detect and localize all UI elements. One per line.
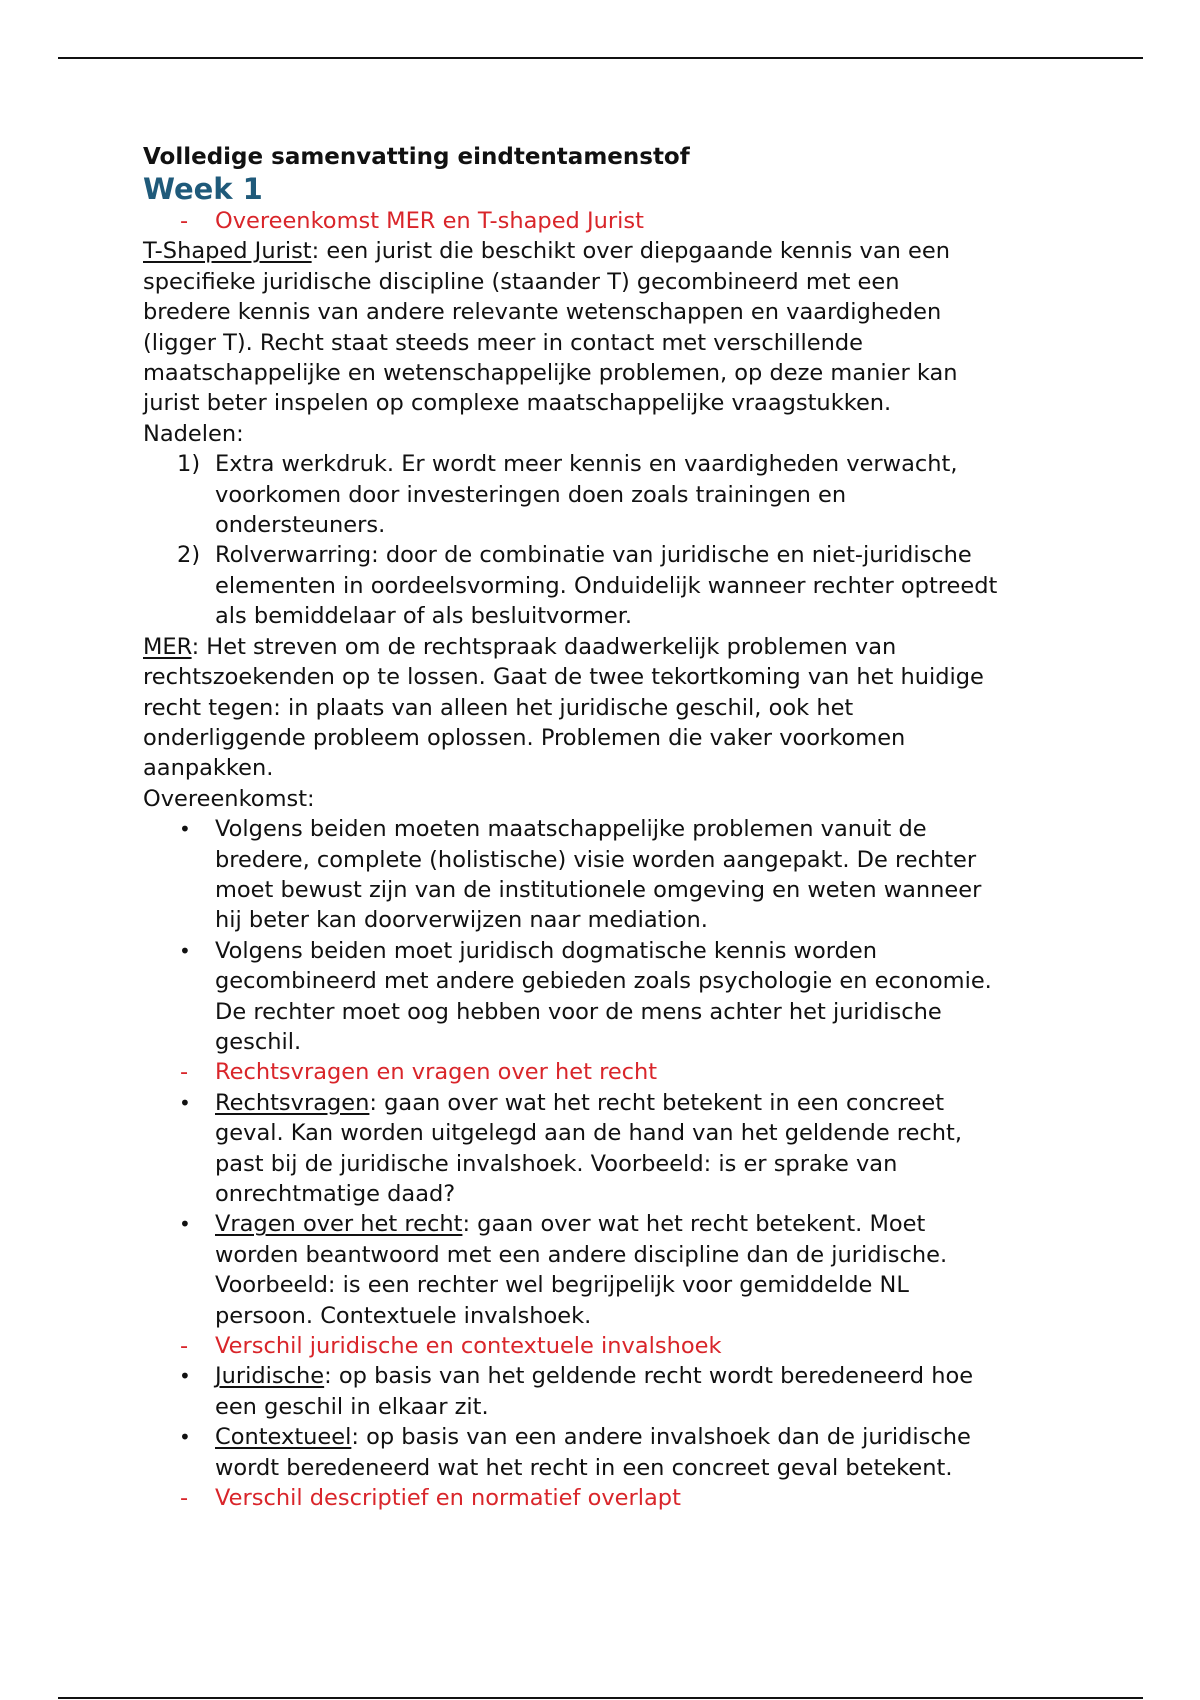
term-vragen-over-recht: Vragen over het recht — [215, 1211, 463, 1238]
dash-marker: - — [180, 1059, 189, 1086]
bullet-marker: • — [179, 817, 191, 842]
bullet-marker: • — [179, 1212, 191, 1237]
dash-marker: - — [180, 208, 189, 234]
section-heading-descriptief — [143, 1483, 1083, 1513]
list-number: 2) — [177, 542, 201, 569]
list-item-overeenkomst-2: • Volgens beiden moet juridisch dogmatische kennis worden gecombineerd met andere gebieden zoals psychologie en economie. De rechter moet oog hebben voor de mens achter het juridische geschil. — [179, 937, 992, 1055]
week-heading: Week 1 — [143, 172, 263, 206]
section-heading-text: Verschil juridische en contextuele invalshoek — [215, 1333, 722, 1360]
list-item-contextueel: • Contextueel: op basis van een andere invalshoek dan de juridische wordt beredeneerd wat het recht in een concreet geval betekent. — [179, 1424, 971, 1481]
list-number: 1) — [177, 451, 201, 478]
term-contextueel: Contextueel — [215, 1424, 352, 1451]
tshaped-definition: T-Shaped Jurist: een jurist die beschikt over diepgaande kennis van een specifieke juridische discipline (staander T) gecombineerd met een bredere kennis van andere relevante wetenschappen en vaardigheden (ligger T). Recht staat steeds meer in contact met verschillende maatschappelijke en wetenschappelijke problemen, op deze manier kan jurist beter inspelen op complexe maatschappelijke vraagstukken. — [143, 238, 958, 417]
document-body — [143, 142, 1083, 1513]
dash-marker: - — [180, 1333, 189, 1360]
bullet-marker: • — [179, 938, 191, 963]
section-heading-rechtsvragen — [143, 1057, 1083, 1087]
list-item-rechtsvragen: • Rechtsvragen: gaan over wat het recht betekent in een concreet geval. Kan worden uitgelegd aan de hand van het geldende recht, past bij de juridische invalshoek. Voorbeeld: is er sprake van onrechtmatige daad? — [179, 1089, 963, 1207]
list-item-nadeel-1: 1) Extra werkdruk. Er wordt meer kennis en vaardigheden verwacht, voorkomen door investeringen doen zoals trainingen en ondersteuners. — [177, 451, 958, 539]
section-heading-text: Rechtsvragen en vragen over het recht — [215, 1059, 658, 1086]
header-rule — [58, 57, 1143, 59]
document-title: Volledige samenvatting eindtentamenstof — [143, 144, 690, 170]
mer-definition: MER: Het streven om de rechtspraak daadwerkelijk problemen van rechtszoekenden op te lossen. Gaat de twee tekortkoming van het huidige recht tegen: in plaats van alleen het juridische geschil, ook het onderliggende probleem oplossen. Problemen die vaker voorkomen aanpakken. — [143, 633, 984, 782]
bullet-marker: • — [179, 1364, 191, 1389]
term-juridische: Juridische — [215, 1363, 325, 1390]
section-heading-text: Verschil descriptief en normatief overlapt — [215, 1485, 681, 1512]
footer-rule — [58, 1697, 1143, 1699]
section-heading-overeenkomst-mer — [143, 206, 1083, 236]
term-tshaped: T-Shaped Jurist — [143, 238, 312, 265]
list-item-vragen-over-recht: • Vragen over het recht: gaan over wat het recht betekent. Moet worden beantwoord met een andere discipline dan de juridische. Voorbeeld: is een rechter wel begrijpelijk voor gemiddelde NL persoon. Contextuele invalshoek. — [179, 1211, 948, 1329]
list-item-juridische: • Juridische: op basis van het geldende recht wordt beredeneerd hoe een geschil in elkaar zit. — [179, 1363, 974, 1420]
section-heading-invalshoek — [143, 1331, 1083, 1361]
bullet-marker: • — [179, 1425, 191, 1450]
list-item-nadeel-2: 2) Rolverwarring: door de combinatie van juridische en niet-juridische elementen in oordeelsvorming. Onduidelijk wanneer rechter optreedt als bemiddelaar of als besluitvormer. — [177, 542, 998, 630]
bullet-marker: • — [179, 1090, 191, 1115]
nadelen-label: Nadelen: — [143, 420, 244, 447]
dash-marker: - — [180, 1485, 189, 1512]
section-heading-text: Overeenkomst MER en T-shaped Jurist — [215, 208, 644, 234]
list-item-overeenkomst-1: • Volgens beiden moeten maatschappelijke problemen vanuit de bredere, complete (holistische) visie worden aangepakt. De rechter moet bewust zijn van de institutionele omgeving en weten wanneer hij beter kan doorverwijzen naar mediation. — [179, 816, 982, 934]
term-mer: MER — [143, 633, 192, 660]
overeenkomst-label: Overeenkomst: — [143, 785, 315, 812]
term-rechtsvragen: Rechtsvragen — [215, 1089, 370, 1116]
